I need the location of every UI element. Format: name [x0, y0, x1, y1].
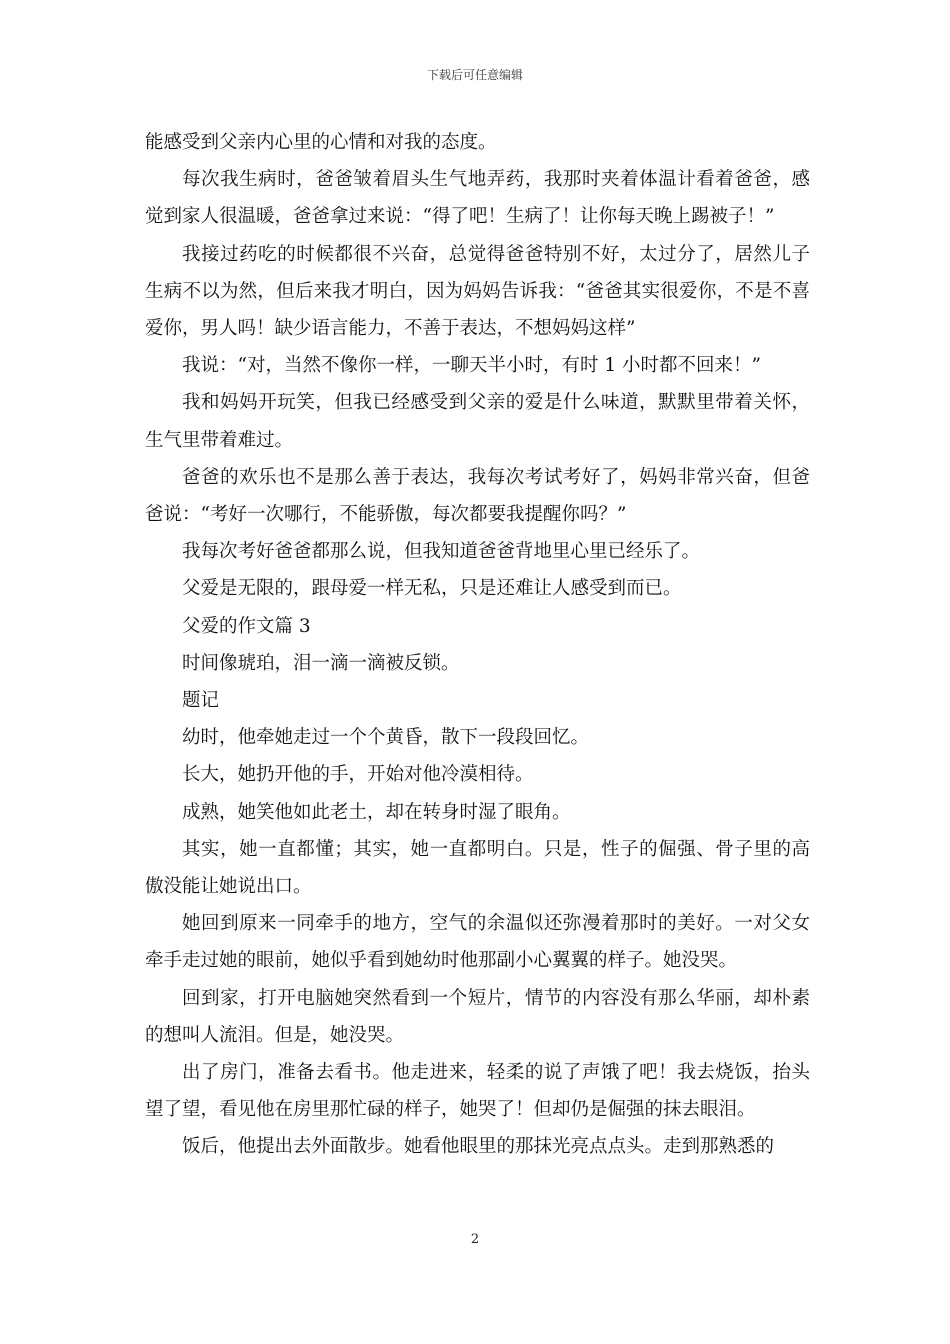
paragraph: 回到家，打开电脑她突然看到一个短片，情节的内容没有那么华丽，却朴素的想叫人流泪。但是，她没哭。 — [145, 987, 810, 1046]
document-body — [145, 124, 810, 1166]
section-heading: 父爱的作文篇 3 — [182, 615, 311, 637]
paragraph: 饭后，他提出去外面散步。她看他眼里的那抹光亮点点头。走到那熟悉的 — [182, 1136, 775, 1158]
paragraph: 我接过药吃的时候都很不兴奋，总觉得爸爸特别不好，太过分了，居然儿子生病不以为然，但后来我才明白，因为妈妈告诉我：“爸爸其实很爱你，不是不喜爱你，男人吗！缺少语言能力，不善于表达，不想妈妈这样” — [145, 243, 810, 340]
paragraph: 出了房门，准备去看书。他走进来，轻柔的说了声饿了吧！我去烧饭，抬头望了望，看见他在房里那忙碌的样子，她哭了！但却仍是倔强的抹去眼泪。 — [145, 1062, 810, 1121]
paragraph: 她回到原来一同牵手的地方，空气的余温似还弥漫着那时的美好。一对父女牵手走过她的眼前，她似乎看到她幼时他那副小心翼翼的样子。她没哭。 — [145, 913, 810, 972]
paragraph: 能感受到父亲内心里的心情和对我的态度。 — [145, 132, 497, 153]
paragraph: 每次我生病时，爸爸皱着眉头生气地弄药，我那时夹着体温计看着爸爸，感觉到家人很温暖，爸爸拿过来说：“得了吧！生病了！让你每天晚上踢被子！” — [145, 169, 810, 228]
page-number: 2 — [470, 1232, 480, 1247]
paragraph: 时间像琥珀，泪一滴一滴被反锁。 — [182, 652, 460, 674]
paragraph: 成熟，她笑他如此老土，却在转身时湿了眼角。 — [182, 801, 571, 823]
paragraph: 我和妈妈开玩笑，但我已经感受到父亲的爱是什么味道，默默里带着关怀，生气里带着难过。 — [145, 392, 810, 451]
paragraph: 爸爸的欢乐也不是那么善于表达，我每次考试考好了，妈妈非常兴奋，但爸爸说：“考好一次哪行，不能骄傲，每次都要我提醒你吗？” — [145, 466, 810, 526]
paragraph: 题记 — [182, 690, 220, 712]
page-header: 下载后可任意编辑 — [426, 68, 523, 82]
paragraph: 幼时，他牵她走过一个个黄昏，散下一段段回忆。 — [182, 727, 590, 749]
paragraph: 父爱是无限的，跟母爱一样无私，只是还难让人感受到而已。 — [182, 578, 682, 600]
paragraph: 长大，她扔开他的手，开始对他冷漠相待。 — [182, 764, 534, 786]
paragraph: 我每次考好爸爸都那么说，但我知道爸爸背地里心里已经乐了。 — [182, 541, 701, 563]
paragraph: 其实，她一直都懂；其实，她一直都明白。只是，性子的倔强、骨子里的高傲没能让她说出口。 — [145, 838, 810, 898]
paragraph: 我说：“对，当然不像你一样，一聊天半小时，有时 1 小时都不回来！” — [182, 355, 761, 377]
